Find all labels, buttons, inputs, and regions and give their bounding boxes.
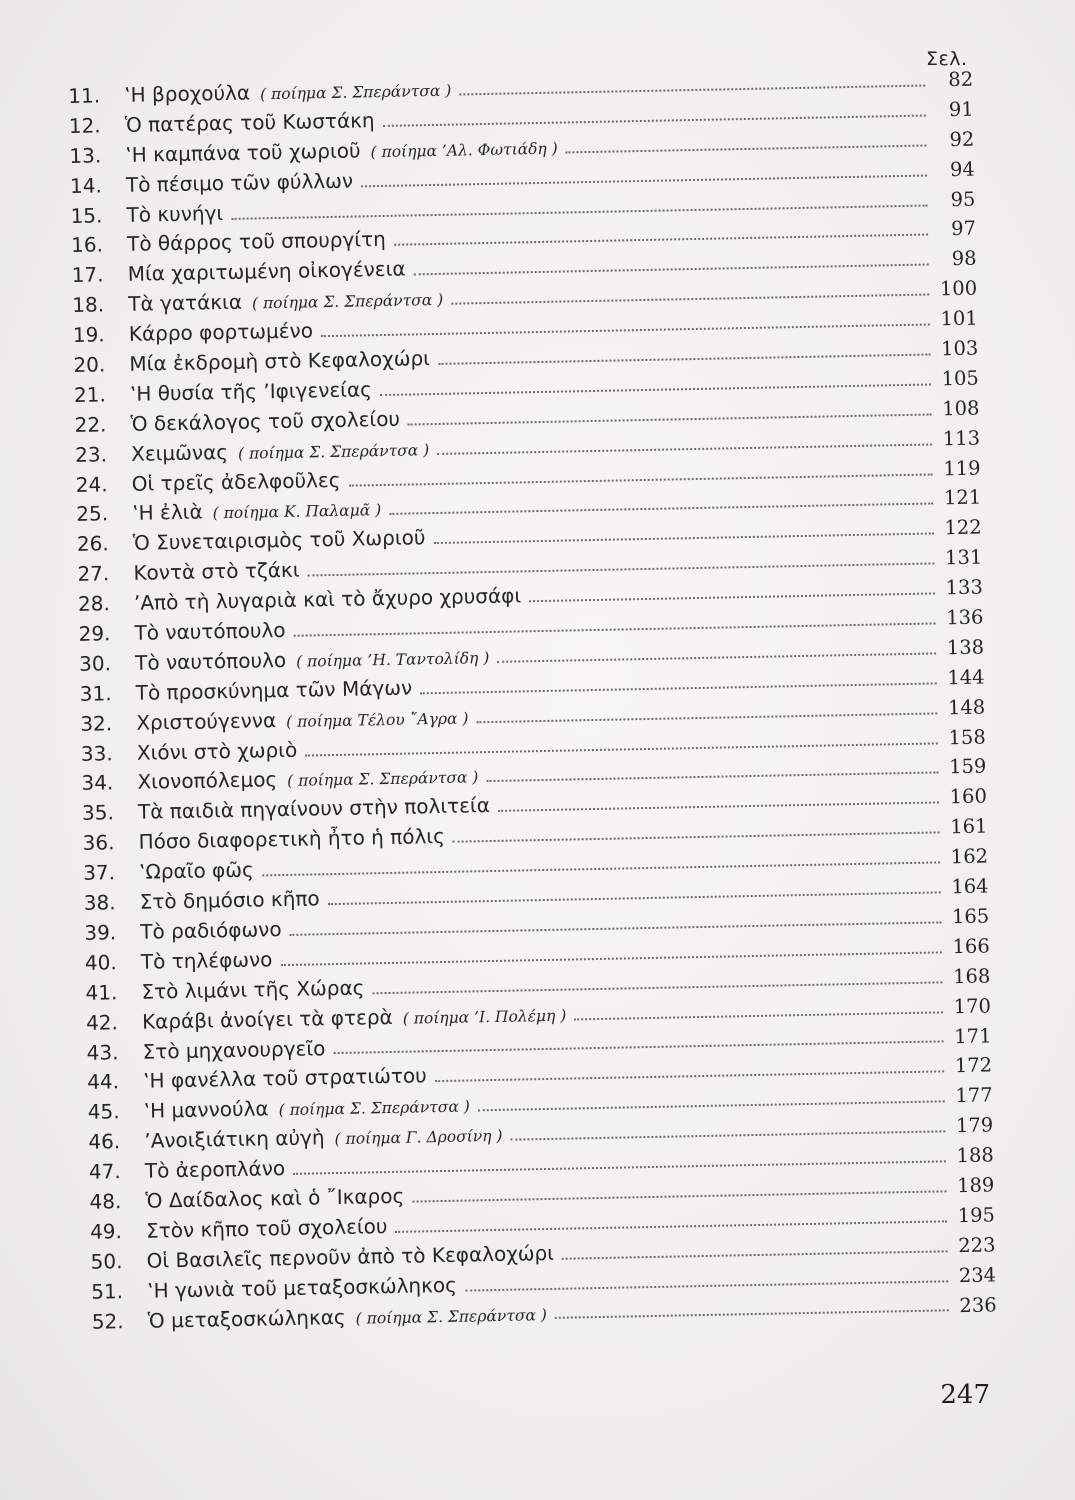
entry-title: Χιόνι στὸ χωριὸ [136,737,298,765]
page-column-label: Σελ. [926,48,968,70]
dot-leader [511,1130,946,1140]
entry-page-number: 159 [948,754,987,779]
dot-leader [383,114,926,126]
entry-page-number: 133 [945,575,984,600]
entry-number: 41. [85,979,118,1005]
entry-number: 33. [80,740,113,766]
entry-title: ‛Η ἐλιὰ [132,499,203,526]
entry-page-number: 103 [940,336,979,361]
entry-title: Χριστούγεννα [136,707,277,735]
entry-number: 50. [90,1248,123,1274]
dot-leader [498,802,939,812]
dot-leader [486,772,938,783]
entry-number: 43. [86,1039,119,1065]
dot-leader [453,832,940,843]
dot-leader [451,294,929,305]
entry-title: ’Απὸ τὴ λυγαριὰ καὶ τὸ ἄχυρο χρυσάφι [133,583,522,615]
dot-leader [459,84,925,95]
entry-title: ‛Η καμπάνα τοῦ χωριοῦ [125,138,361,167]
entry-title: Τὸ ναυτόπουλο [134,647,287,675]
entry-number: 22. [74,412,107,437]
entry-number: 12. [68,113,101,138]
entry-title: ‛Η βροχούλα [124,80,251,107]
dot-leader [476,712,937,723]
entry-poem-credit: ( ποίημα Γ. Δροσίνη ) [334,1127,503,1149]
entry-page-number: 144 [947,665,985,690]
entry-page-number: 97 [950,217,977,241]
entry-page-number: 92 [949,127,975,151]
entry-page-number: 166 [952,934,990,959]
entry-title: Τὸ ναυτόπουλο [134,617,286,645]
dot-leader [566,144,927,153]
dot-leader [420,682,936,694]
entry-title: Ὁ πατέρας τοῦ Κωστάκη [124,108,375,137]
entry-number: 39. [84,920,117,945]
entry-title: Οἱ Βασιλεῖς περνοῦν ἀπὸ τὸ Κεφαλοχώρι [146,1240,555,1273]
entry-number: 19. [72,322,105,348]
entry-number: 17. [71,262,104,288]
entry-number: 45. [87,1099,120,1125]
dot-leader [434,533,934,545]
entry-number: 24. [75,471,108,497]
entry-poem-credit: ( ποίημα Σ. Σπεράντσα ) [278,1097,470,1120]
dot-leader [437,443,932,455]
entry-page-number: 131 [944,545,983,570]
entry-page-number: 171 [954,1023,992,1048]
entry-title: Ὁ Δαίδαλος καὶ ὁ ῎Ικαρος [145,1183,405,1213]
entry-title: Στὸ λιμάνι τῆς Χώρας [141,975,365,1004]
entry-number: 15. [70,202,103,228]
entry-number: 52. [91,1308,124,1334]
entry-title: Στὸ δημόσιο κῆπο [139,886,320,914]
entry-page-number: 158 [948,725,986,749]
entry-number: 25. [76,501,109,527]
entry-poem-credit: ( ποίημα Σ. Σπεράντσα ) [259,81,452,104]
entry-poem-credit: ( ποίημα ’Ι. Πολέμη ) [402,1006,567,1028]
entry-poem-credit: ( ποίημα Σ. Σπεράντσα ) [237,440,430,463]
entry-page-number: 160 [949,784,988,809]
entry-page-number: 105 [941,366,980,391]
entry-page-number: 95 [950,187,976,211]
dot-leader [328,891,941,905]
entry-poem-credit: ( ποίημα Σ. Σπεράντσα ) [287,768,479,791]
entry-page-number: 177 [955,1083,993,1108]
entry-number: 11. [68,83,101,108]
entry-poem-credit: ( ποίημα Σ. Σπεράντσα ) [355,1305,548,1328]
entry-number: 34. [81,770,114,796]
entry-title: ‛Η μαννούλα [143,1096,269,1124]
entry-number: 47. [88,1159,121,1184]
entry-title: Στὸν κῆπο τοῦ σχολείου [145,1213,388,1243]
dot-leader [380,383,931,396]
entry-page-number: 236 [959,1292,997,1317]
dot-leader [333,1041,943,1055]
entry-title: ’Ανοιξιάτικη αὐγὴ [144,1125,325,1153]
entry-poem-credit: ( ποίημα Κ. Παλαμᾶ ) [212,501,382,523]
entry-poem-credit: ( ποίημα Τέλου ῎Αγρα ) [286,709,469,731]
entry-number: 37. [82,860,116,886]
entry-page-number: 138 [946,635,985,660]
entry-number: 46. [88,1129,121,1154]
entry-number: 31. [79,681,112,706]
entry-page-number: 195 [957,1203,996,1227]
entry-title: ‛Η φανέλλα τοῦ στρατιώτου [142,1063,427,1094]
entry-page-number: 189 [956,1173,995,1198]
entry-title: Στὸ μηχανουργεῖο [142,1035,326,1064]
entry-title: Τὸ ἀεροπλάνο [144,1156,286,1183]
dot-leader [396,1220,947,1233]
entry-title: Καράβι ἀνοίγει τὰ φτερὰ [141,1004,393,1034]
entry-title: Μία ἐκδρομὴ στὸ Κεφαλοχώρι [129,346,431,376]
entry-number: 38. [83,890,116,915]
entry-page-number: 113 [942,426,981,450]
entry-page-number: 100 [939,276,978,301]
entry-page-number: 179 [955,1113,994,1138]
entry-title: Χειμῶνας [130,439,229,466]
dot-leader [414,264,929,276]
dot-leader [562,1250,948,1259]
entry-title: Ὁ δεκάλογος τοῦ σχολείου [130,406,401,436]
dot-leader [389,503,933,515]
entry-number: 44. [86,1069,120,1095]
entry-page-number: 172 [954,1053,993,1078]
entry-number: 21. [73,382,107,407]
entry-title: Χιονοπόλεμος [137,767,278,795]
entry-title: ‛Η γωνιὰ τοῦ μεταξοσκώληκος [146,1272,458,1303]
dot-leader [435,1071,944,1083]
entry-number: 49. [89,1219,123,1244]
dot-leader [478,1101,945,1112]
entry-number: 14. [69,173,103,198]
dot-leader [465,1280,948,1291]
entry-number: 30. [78,651,112,676]
dot-leader [555,1310,949,1320]
entry-number: 35. [81,800,115,826]
entry-number: 16. [70,232,104,258]
entry-page-number: 234 [958,1263,997,1287]
entry-number: 36. [82,830,115,856]
entry-title: Μία χαριτωμένη οἰκογένεια [127,256,406,287]
dot-leader [497,652,936,662]
entry-title: Τὰ γατάκια [128,289,243,317]
entry-title: Πόσο διαφορετικὴ ἦτο ἡ πόλις [138,824,446,855]
entry-poem-credit: ( ποίημα ’Αλ. Φωτιάδη ) [370,139,558,161]
entry-page-number: 101 [940,306,978,331]
entry-title: Ὁ μεταξοσκώληκας [147,1304,346,1333]
dot-leader [438,353,930,364]
entry-page-number: 121 [943,486,982,510]
entry-title: ‛Η θυσία τῆς ’Ιφιγενείας [129,377,373,406]
entry-title: Τὸ κυνήγι [126,200,224,227]
entry-title: Τὰ παιδιὰ πηγαίνουν στὴν πολιτεία [137,793,491,825]
entry-title: Κοντὰ στὸ τζάκι [133,557,300,586]
entry-page-number: 119 [943,456,981,480]
entry-title: Τὸ θάρρος τοῦ σπουργίτη [126,227,387,257]
entry-number: 13. [69,143,102,168]
dot-leader [349,473,933,486]
entry-page-number: 108 [941,396,980,421]
dot-leader [408,413,931,425]
dot-leader [372,981,942,994]
entry-number: 48. [89,1189,122,1214]
entry-page-number: 148 [947,695,986,719]
entry-page-number: 165 [951,904,990,929]
entry-number: 42. [85,1009,119,1035]
entry-page-number: 170 [953,994,992,1018]
entry-page-number: 161 [950,814,988,839]
entry-number: 26. [76,531,109,557]
dot-leader [574,1011,943,1020]
entry-page-number: 94 [949,157,976,181]
entry-number: 40. [84,950,117,975]
entry-number: 18. [72,292,105,318]
entry-title: Ὁ Συνεταιρισμὸς τοῦ Χωριοῦ [132,525,426,556]
entry-page-number: 98 [951,246,977,271]
table-of-contents [68,65,997,1338]
entry-number: 51. [90,1278,124,1304]
entry-title: Κάρρο φορτωμένο [128,318,314,347]
entry-poem-credit: ( ποίημα Σ. Σπεράντσα ) [251,291,444,313]
entry-page-number: 136 [945,605,984,630]
dot-leader [412,1190,946,1202]
entry-page-number: 168 [952,964,991,988]
entry-title: Τὸ προσκύνημα τῶν Μάγων [135,675,413,705]
entry-number: 32. [80,710,113,736]
entry-title: Τὸ πέσιμο τῶν φύλλων [125,168,354,197]
dot-leader [361,174,927,187]
dot-leader [321,324,930,338]
entry-title: Τὸ ραδιόφωνο [140,916,282,944]
dot-leader [394,234,928,246]
entry-number: 28. [77,591,111,617]
dot-leader [529,593,935,603]
entry-page-number: 188 [956,1143,994,1168]
entry-number: 20. [73,352,106,377]
entry-title: ‛Ωραῖο φῶς [138,857,254,884]
entry-page-number: 164 [951,874,989,899]
page-number: 247 [940,1380,990,1410]
entry-title: Οἱ τρεῖς ἀδελφοῦλες [131,467,341,496]
entry-number: 23. [74,442,108,467]
entry-number: 29. [78,621,111,646]
entry-page-number: 162 [950,844,989,869]
entry-page-number: 122 [944,515,982,540]
entry-poem-credit: ( ποίημα ’Η. Ταντολίδη ) [295,648,490,671]
entry-title: Τὸ τηλέφωνο [140,947,273,974]
entry-page-number: 91 [948,97,974,121]
entry-page-number: 223 [958,1233,996,1257]
entry-page-number: 82 [948,67,974,92]
entry-number: 27. [77,561,110,587]
